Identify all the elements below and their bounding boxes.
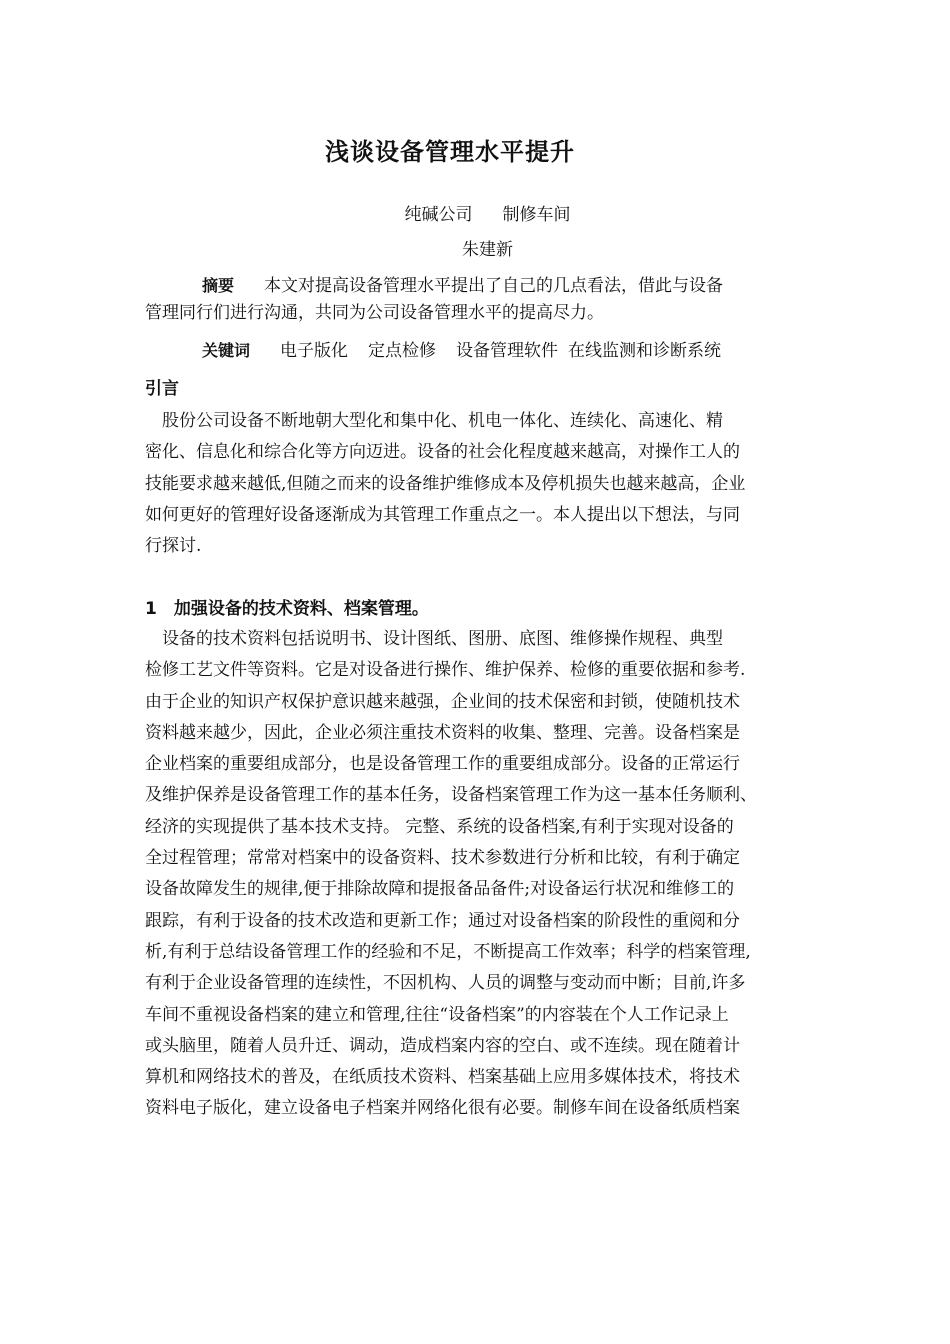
affiliation-department: 制修车间	[502, 205, 571, 225]
paragraph-line: 企业档案的重要组成部分，也是设备管理工作的重要组成部分。设备的正常运行	[145, 754, 740, 775]
paragraph-line: 算机和网络技术的普及，在纸质技术资料、档案基础上应用多媒体技术，将技术	[145, 1067, 740, 1088]
paragraph-line: 股份公司设备不断地朝大型化和集中化、机电一体化、连续化、高速化、精	[145, 411, 723, 431]
keyword-item: 在线监测和诊断系统	[568, 341, 722, 361]
paragraph-line: 有利于企业设备管理的连续性，不因机构、人员的调整与变动而中断；目前,许多	[145, 973, 746, 994]
paragraph-line: 跟踪，有利于设备的技术改造和更新工作；通过对设备档案的阶段性的重阅和分	[145, 910, 740, 931]
paragraph-line: 检修工艺文件等资料。它是对设备进行操作、维护保养、检修的重要依据和参考.	[145, 660, 746, 681]
paragraph-line: 如何更好的管理好设备逐渐成为其管理工作重点之一。本人提出以下想法，与同	[145, 504, 740, 525]
keyword-item: 设备管理软件	[456, 341, 559, 361]
author-name: 朱建新	[462, 240, 513, 260]
paragraph-line: 资料越来越少，因此，企业必须注重技术资料的收集、整理、完善。设备档案是	[145, 722, 740, 743]
abstract-text-line2: 管理同行们进行沟通，共同为公司设备管理水平的提高尽力。	[145, 303, 604, 323]
abstract-label: 摘要	[202, 276, 235, 295]
keyword-item: 定点检修	[368, 341, 437, 361]
section1-body	[145, 624, 835, 1125]
section1-heading: 1 加强设备的技术资料、档案管理。	[145, 599, 429, 619]
paragraph-line: 或头脑里，随着人员升迁、调动，造成档案内容的空白、或不连续。现在随着计	[145, 1035, 740, 1056]
paragraph-line: 设备故障发生的规律,便于排除故障和提报备品备件;对设备运行状况和维修工的	[145, 879, 735, 900]
paragraph-line: 经济的实现提供了基本技术支持。 完整、系统的设备档案,有利于实现对设备的	[145, 816, 734, 837]
paragraph-line: 全过程管理；常常对档案中的设备资料、技术参数进行分析和比较，有利于确定	[145, 848, 740, 869]
paragraph-line: 析,有利于总结设备管理工作的经验和不足，不断提高工作效率；科学的档案管理,	[145, 941, 751, 962]
introduction-heading: 引言	[145, 379, 179, 399]
document-title: 浅谈设备管理水平提升	[325, 138, 575, 166]
keywords-label: 关键词	[202, 341, 251, 360]
keywords	[202, 336, 741, 361]
introduction-body	[145, 406, 835, 562]
paragraph-line: 密化、信息化和综合化等方向迈进。设备的社会化程度越来越高，对操作工人的	[145, 442, 740, 463]
paragraph-line: 行探讨.	[145, 536, 202, 557]
paragraph-line: 车间不重视设备档案的建立和管理,往往“设备档案”的内容装在个人工作记录上	[145, 1004, 729, 1025]
paragraph-line: 及维护保养是设备管理工作的基本任务，设备档案管理工作为这一基本任务顺利、	[145, 785, 757, 806]
abstract	[145, 272, 825, 327]
paragraph-line: 由于企业的知识产权保护意识越来越强，企业间的技术保密和封锁，使随机技术	[145, 691, 740, 712]
keyword-item: 电子版化	[280, 341, 349, 361]
abstract-text-line1: 本文对提高设备管理水平提出了自己的几点看法，借此与设备	[264, 276, 724, 296]
paragraph-line: 技能要求越来越低,但随之而来的设备维护维修成本及停机损失也越来越高，企业	[145, 473, 746, 494]
affiliation-company: 纯碱公司	[404, 205, 473, 225]
affiliation	[0, 200, 950, 225]
paragraph-line: 资料电子版化，建立设备电子档案并网络化很有必要。制修车间在设备纸质档案	[145, 1098, 740, 1119]
paragraph-line: 设备的技术资料包括说明书、设计图纸、图册、底图、维修操作规程、典型	[145, 629, 723, 649]
